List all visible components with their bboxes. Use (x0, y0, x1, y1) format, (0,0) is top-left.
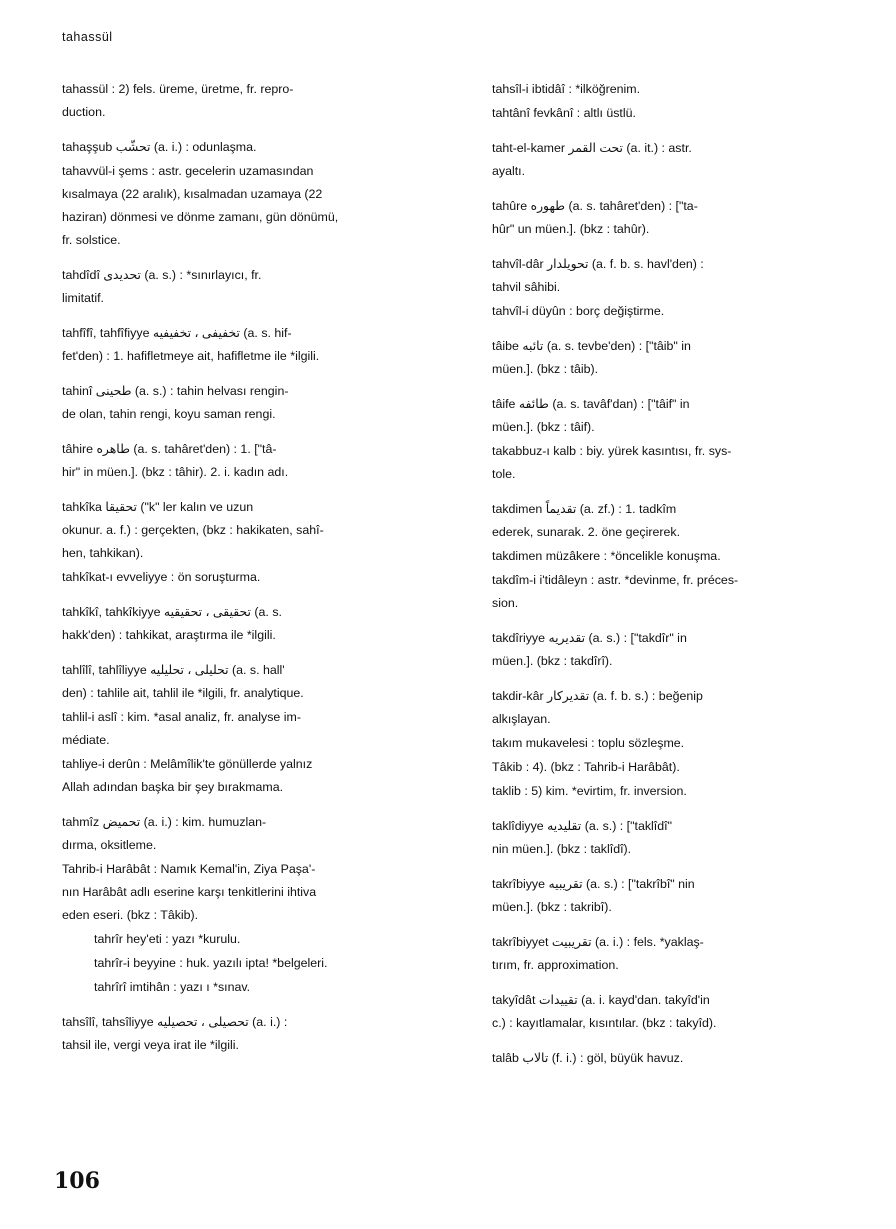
entry-line: de olan, tahin rengi, koyu saman rengi. (62, 407, 276, 421)
dictionary-entry (62, 976, 434, 999)
entry-line: tahsil ile, vergi veya irat ile *ilgili. (62, 1038, 239, 1052)
entry-line: tole. (492, 467, 516, 481)
entry-line: takrîbiyyet تقريبيت (a. i.) : fels. *yaklaş- (492, 935, 704, 949)
entry-line: tahkîka تحقيقا ("k" ler kalın ve uzun (62, 500, 254, 514)
entry-line: fet'den) : 1. hafifletmeye ait, hafifletme ile *ilgili. (62, 349, 320, 363)
dictionary-entry (492, 102, 834, 125)
dictionary-entry (492, 335, 834, 381)
entry-line: alkışlayan. (492, 712, 551, 726)
page-number: 106 (54, 1168, 100, 1194)
running-head: tahassül (62, 30, 113, 44)
entry-line: takabbuz-ı kalb : biy. yürek kasıntısı, fr. sys- (492, 444, 732, 458)
dictionary-entry (492, 300, 834, 323)
entry-line: den) : tahlile ait, tahlil ile *ilgili, fr. analytique. (62, 686, 304, 700)
entry-line: takrîbiyye تقريبيه (a. s.) : ["takrîbî" nin (492, 877, 695, 891)
entry-line: tahrîr-i beyyine : huk. yazılı ipta! *belgeleri. (94, 956, 328, 970)
dictionary-entry (492, 253, 834, 299)
dictionary-entry (62, 496, 434, 565)
entry-line: eden eseri. (bkz : Tâkib). (62, 908, 199, 922)
entry-line: takdir-kâr تقديركار (a. f. b. s.) : beğenip (492, 689, 703, 703)
entry-line: tahûre طهوره (a. s. tahâret'den) : ["ta- (492, 199, 698, 213)
dictionary-entry (492, 498, 834, 544)
entry-line: tahdîdî تحديدى (a. s.) : *sınırlayıcı, fr. (62, 268, 262, 282)
entry-line: tahsîl-i ibtidâî : *ilköğrenim. (492, 82, 641, 96)
entry-line: tahtânî fevkânî : altlı üstlü. (492, 106, 636, 120)
dictionary-entry (492, 873, 834, 919)
entry-line: takım mukavelesi : toplu sözleşme. (492, 736, 685, 750)
entry-line: okunur. a. f.) : gerçekten, (bkz : hakikaten, sahî- (62, 523, 324, 537)
entry-line: müen.]. (bkz : tâif). (492, 420, 595, 434)
dictionary-entry (492, 780, 834, 803)
dictionary-entry (492, 627, 834, 673)
entry-line: hir" in müen.]. (bkz : tâhir). 2. i. kadın adı. (62, 465, 289, 479)
dictionary-entry (62, 811, 434, 857)
entry-line: tırım, fr. approximation. (492, 958, 619, 972)
entry-line: ayaltı. (492, 164, 526, 178)
dictionary-entry (492, 989, 834, 1035)
entry-line: takyîdât تقييدات (a. i. kayd'dan. takyîd'in (492, 993, 710, 1007)
dictionary-entry (62, 264, 434, 310)
entry-line: taht-el-kamer تحت القمر (a. it.) : astr. (492, 141, 692, 155)
entry-line: tâife طائفه (a. s. tavâf'dan) : ["tâif" in (492, 397, 690, 411)
dictionary-entry (492, 685, 834, 731)
entry-line: hûr" un müen.]. (bkz : tahûr). (492, 222, 650, 236)
entry-line: haziran) dönmesi ve dönme zamanı, gün dönümü, (62, 210, 339, 224)
entry-line: tahkîkî, tahkîkiyye تحقيقى ، تحقيقيه (a. s. (62, 605, 282, 619)
dictionary-entry (492, 137, 834, 183)
dictionary-entry (492, 1047, 834, 1070)
dictionary-entry (62, 160, 434, 252)
dictionary-entry (492, 440, 834, 486)
entry-line: c.) : kayıtlamalar, kısıntılar. (bkz : takyîd). (492, 1016, 717, 1030)
entry-line: taklib : 5) kim. *evirtim, fr. inversion. (492, 784, 687, 798)
entry-line: tâibe تائبه (a. s. tevbe'den) : ["tâib" in (492, 339, 691, 353)
entry-line: tahliye-i derûn : Melâmîlik'te gönüllerde yalnız (62, 757, 313, 771)
right-column (492, 78, 834, 1082)
left-column (62, 78, 434, 1069)
entry-line: tahassül : 2) fels. üreme, üretme, fr. repro- (62, 82, 294, 96)
entry-line: takdimen müzâkere : *öncelikle konuşma. (492, 549, 721, 563)
dictionary-entry (492, 393, 834, 439)
entry-line: tahvîl-dâr تحويلدار (a. f. b. s. havl'den) : (492, 257, 704, 271)
entry-line: tahvîl-i düyûn : borç değiştirme. (492, 304, 665, 318)
entry-line: müen.]. (bkz : takribî). (492, 900, 612, 914)
dictionary-entry (62, 928, 434, 951)
entry-line: hakk'den) : tahkikat, araştırma ile *ilgili. (62, 628, 276, 642)
entry-line: Tâkib : 4). (bkz : Tahrib-i Harâbât). (492, 760, 680, 774)
entry-line: takdîm-i i'tidâleyn : astr. *devinme, fr. préces- (492, 573, 739, 587)
dictionary-entry (62, 78, 434, 124)
entry-line: taklîdiyye تقليديه (a. s.) : ["taklîdî" (492, 819, 672, 833)
entry-line: nın Harâbât adlı eserine karşı tenkitlerini ihtiva (62, 885, 317, 899)
entry-line: tahlîlî, tahlîliyye تحليلى ، تحليليه (a. s. hall' (62, 663, 285, 677)
dictionary-entry (62, 952, 434, 975)
entry-line: tahinî طحينى (a. s.) : tahin helvası rengin- (62, 384, 289, 398)
entry-line: limitatif. (62, 291, 104, 305)
dictionary-entry (62, 438, 434, 484)
entry-line: fr. solstice. (62, 233, 121, 247)
entry-line: Tahrib-i Harâbât : Namık Kemal'in, Ziya Paşa'- (62, 862, 316, 876)
entry-line: tahsîlî, tahsîliyye تحصيلى ، تحصيليه (a. i.) : (62, 1015, 288, 1029)
dictionary-entry (62, 322, 434, 368)
entry-line: tahmîz تحميض (a. i.) : kim. humuzlan- (62, 815, 267, 829)
entry-line: hen, tahkikan). (62, 546, 144, 560)
entry-line: tahaşşub تحشّب (a. i.) : odunlaşma. (62, 140, 257, 154)
dictionary-entry (62, 659, 434, 705)
dictionary-entry (492, 78, 834, 101)
entry-line: nin müen.]. (bkz : taklîdî). (492, 842, 632, 856)
entry-line: tahlil-i aslî : kim. *asal analiz, fr. analyse im- (62, 710, 301, 724)
entry-line: talâb تالاب (f. i.) : göl, büyük havuz. (492, 1051, 684, 1065)
dictionary-entry (492, 545, 834, 568)
dictionary-entry (492, 815, 834, 861)
entry-line: tahrîr hey'eti : yazı *kurulu. (94, 932, 241, 946)
dictionary-entry (492, 756, 834, 779)
dictionary-entry (62, 858, 434, 927)
entry-line: dırma, oksitleme. (62, 838, 157, 852)
entry-line: tahvil sâhibi. (492, 280, 561, 294)
dictionary-entry (492, 931, 834, 977)
entry-line: tahavvül-i şems : astr. gecelerin uzamasından (62, 164, 314, 178)
entry-line: müen.]. (bkz : tâib). (492, 362, 599, 376)
entry-line: Allah adından başka bir şey bırakmama. (62, 780, 284, 794)
dictionary-entry (62, 1011, 434, 1057)
dictionary-entry (62, 136, 434, 159)
entry-line: duction. (62, 105, 106, 119)
entry-line: takdîriyye تقديريه (a. s.) : ["takdîr" in (492, 631, 687, 645)
entry-line: tahrîrî imtihân : yazı ı *sınav. (94, 980, 251, 994)
entry-line: médiate. (62, 733, 110, 747)
dictionary-entry (492, 732, 834, 755)
entry-line: sion. (492, 596, 519, 610)
dictionary-entry (492, 569, 834, 615)
dictionary-entry (62, 566, 434, 589)
dictionary-entry (62, 601, 434, 647)
entry-line: tahkîkat-ı evveliyye : ön soruşturma. (62, 570, 261, 584)
dictionary-entry (62, 706, 434, 752)
entry-line: takdimen تقديماً (a. zf.) : 1. tadkîm (492, 502, 677, 516)
dictionary-entry (492, 195, 834, 241)
dictionary-entry (62, 753, 434, 799)
entry-line: müen.]. (bkz : takdîrî). (492, 654, 613, 668)
entry-line: kısalmaya (22 aralık), kısalmadan uzamaya (22 (62, 187, 323, 201)
entry-line: tâhire طاهره (a. s. tahâret'den) : 1. ["tâ- (62, 442, 277, 456)
entry-line: tahfîfî, tahfîfiyye تخفيفى ، تخفيفيه (a. s. hif- (62, 326, 292, 340)
dictionary-entry (62, 380, 434, 426)
entry-line: ederek, sunarak. 2. öne geçirerek. (492, 525, 681, 539)
